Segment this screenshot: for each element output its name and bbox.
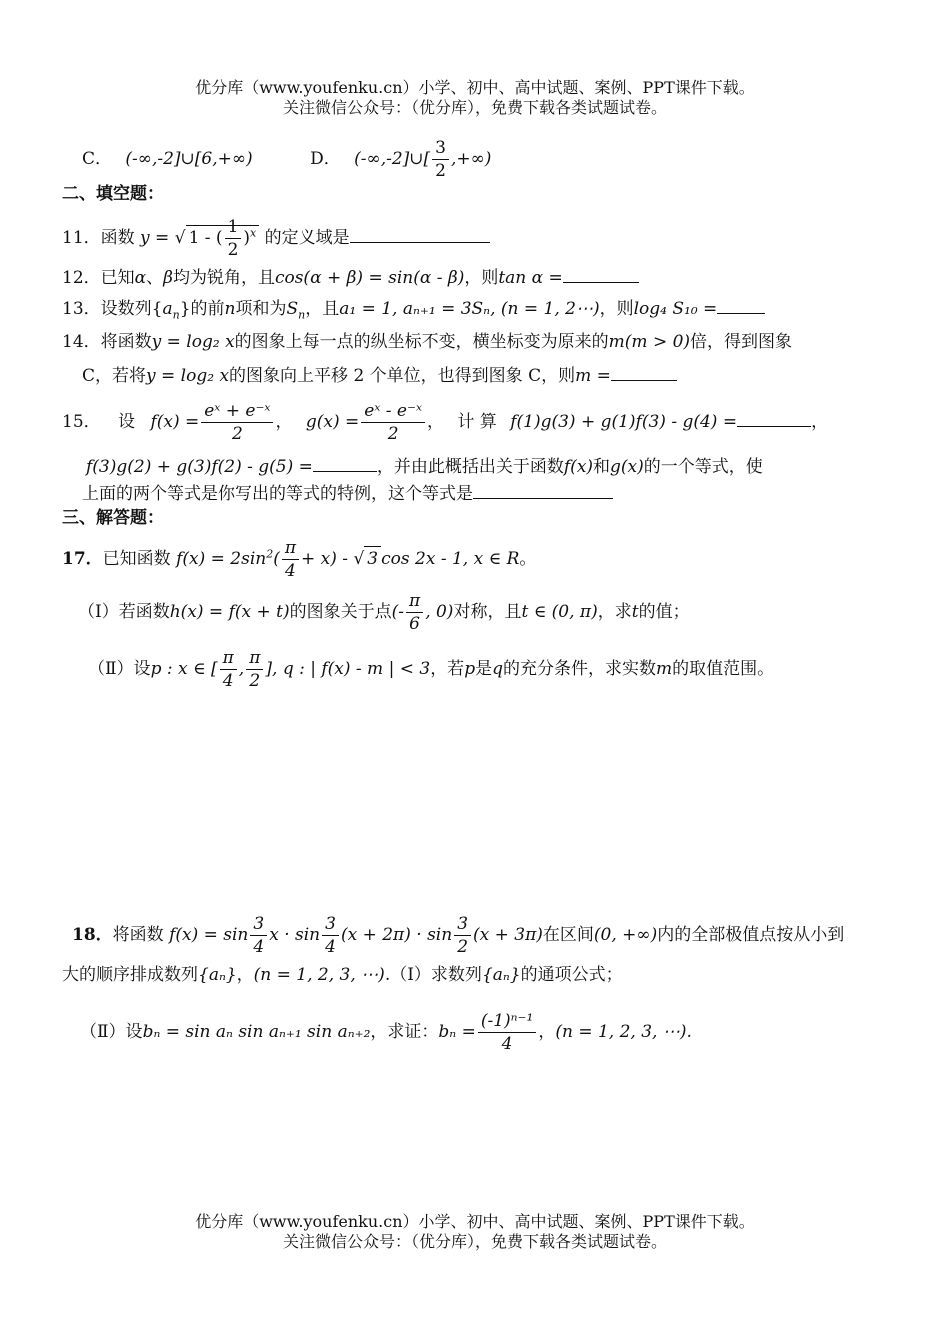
question-18-line-2	[62, 961, 888, 989]
q14-m-expression: m(m > 0)	[608, 332, 691, 352]
header-line-1: 优分库（www.youfenku.cn）小学、初中、高中试题、案例、PPT课件下载。	[195, 78, 755, 97]
question-14-line-2	[82, 362, 888, 390]
q17-part1-mid: 的图象关于点	[289, 602, 392, 622]
q14-text-1: 将函数	[100, 332, 152, 352]
q18-part2-label: （Ⅱ）设	[80, 1022, 143, 1042]
q17-number: 17．	[62, 549, 103, 569]
q13-text-1: 设数列{	[100, 299, 163, 319]
q12-text-1: 已知	[100, 268, 135, 288]
q17-part2-end: 的充分条件，求实数	[502, 659, 656, 679]
q18-part2-mid: ，求证：	[370, 1022, 439, 1042]
q12-target: tan α =	[498, 268, 563, 288]
q13-an: $a_n$	[162, 299, 180, 322]
q17-part2-label: （Ⅱ）设	[88, 659, 151, 679]
q17-part2-q: q	[492, 659, 503, 679]
question-12	[62, 264, 888, 292]
q15-answer-blank-2[interactable]	[313, 453, 377, 472]
q17-pre: 已知函数	[102, 549, 171, 569]
q13-text-2: }的前	[179, 299, 225, 319]
q14-text-2: 的图象上每一点的纵坐标不变，横坐标变为原来的	[234, 332, 609, 352]
q15-gx: g(x) =	[305, 412, 360, 432]
q13-sn: $S_n$	[286, 299, 306, 322]
q11-fx: y =	[140, 228, 170, 248]
q18-part2-end: ，	[538, 1022, 556, 1042]
q11-number: 11．	[62, 228, 101, 248]
q17-part2-end2: 的取值范围。	[672, 659, 775, 679]
q12-text-2: 均为锐角，且	[172, 268, 275, 288]
q18-n-range: (n = 1, 2, 3, ⋯)	[253, 965, 385, 985]
q14-m-eq: m =	[575, 366, 611, 386]
q15-f-fraction: $\frac{\text{eˣ + e⁻ˣ}}{2}$	[201, 400, 273, 445]
q15-text-2: ，并由此概括出关于函数	[376, 457, 564, 477]
q12-alpha: α	[134, 268, 147, 288]
question-17-part-1	[78, 590, 888, 635]
q17-function: $f(x) = 2\sin^2$( $\frac{\pi}{4}$ + x) - √ 3 cos 2x - 1, x ∈ R	[176, 538, 520, 581]
q15-she: 设	[118, 412, 136, 432]
q13-text-3: 项和为	[235, 299, 287, 319]
q17-part1-point: (- $\frac{\pi}{6}$ , 0)	[391, 591, 454, 634]
q15-g-fraction: $\frac{\text{eˣ - e⁻ˣ}}{2}$	[361, 400, 425, 445]
q18-text-5: .（Ⅰ）求数列	[384, 965, 482, 985]
question-15-line-1	[62, 400, 888, 445]
q13-number: 13．	[62, 299, 101, 319]
q17-part1-end2: 的值；	[638, 602, 690, 622]
q17-part2-mid2: 是	[475, 659, 493, 679]
q11-post: 的定义域是	[264, 228, 350, 248]
q17-part2-condition: p : x ∈ [ $\frac{\pi}{4}$ , $\frac{\pi}{2}$ ], q : | f(x) - m | < 3	[150, 648, 431, 691]
q12-text-3: ，则	[464, 268, 499, 288]
option-c-label: C．	[82, 149, 113, 169]
question-17-part-2	[88, 647, 888, 692]
q17-part2-m: m	[655, 659, 673, 679]
q11-root-sign: √	[174, 228, 186, 248]
question-11	[62, 216, 888, 261]
q13-text-4: ，且	[305, 299, 340, 319]
section-answer-title: 三、解答题：	[62, 508, 164, 528]
q15-text-3: 的一个等式，使	[643, 457, 763, 477]
section-fill-in-title: 二、填空题：	[62, 184, 164, 204]
q13-text-5: ，则	[599, 299, 634, 319]
q18-interval: (0, +∞)	[593, 925, 658, 945]
q15-number: 15．	[62, 412, 101, 432]
q12-beta: β	[163, 268, 173, 288]
q17-part1-label: （Ⅰ）若函数	[78, 602, 170, 622]
q18-number: 18．	[72, 925, 113, 945]
q15-gx-2: g(x)	[610, 457, 644, 477]
q15-answer-blank-3[interactable]	[473, 480, 613, 499]
q11-pre: 函数	[100, 228, 135, 248]
q18-text-4: ，	[236, 965, 254, 985]
q18-bn: bₙ = sin aₙ sin aₙ₊₁ sin aₙ₊₂	[142, 1022, 371, 1042]
q15-expression-1: f(1)g(3) + g(1)f(3) - g(4) =	[510, 412, 738, 432]
q17-part1-end: ，求	[597, 602, 632, 622]
q14-number: 14．	[62, 332, 101, 352]
q12-sep: 、	[146, 268, 164, 288]
footer-line-2: 关注微信公众号：（优分库），免费下载各类试题试卷。	[282, 1232, 667, 1251]
q11-answer-blank[interactable]	[350, 224, 490, 243]
option-c-text: (-∞,-2]∪[6,+∞)	[125, 149, 253, 169]
q15-comma-2: ，	[426, 412, 444, 432]
footer-line-1: 优分库（www.youfenku.cn）小学、初中、高中试题、案例、PPT课件下载。	[195, 1212, 755, 1231]
q18-function: f(x) = sin $\frac{3}{4}$ x · sin $\frac{3}{4}$ (x + 2π) · sin $\frac{3}{2}$ (x + 3π)	[169, 914, 543, 957]
question-18-line-1	[72, 913, 888, 958]
q17-part1-mid2: 对称，且	[453, 602, 522, 622]
option-d-fraction: $\frac{3}{2}$	[432, 137, 449, 182]
option-d-text-1: (-∞,-2]∪[	[354, 149, 431, 169]
q12-equation: cos(α + β) = sin(α - β)	[274, 268, 465, 288]
q17-part2-p: p	[464, 659, 476, 679]
q14-function-1: y = log₂ x	[151, 332, 235, 352]
q18-sequence-2: {aₙ}	[481, 965, 521, 985]
q17-part1-h: h(x) = f(x + t)	[169, 602, 290, 622]
q15-fx: f(x) =	[150, 412, 200, 432]
q18-pre: 将函数	[112, 925, 164, 945]
option-d-text-2: ,+∞)	[451, 149, 492, 169]
q13-answer-blank[interactable]	[717, 295, 765, 314]
q18-bn-2: bₙ =	[438, 1022, 476, 1042]
q12-answer-blank[interactable]	[563, 264, 639, 283]
question-18-part-2	[80, 1010, 888, 1055]
q17-part1-t2: t	[631, 602, 639, 622]
q15-answer-blank-1[interactable]	[737, 408, 811, 427]
q17-part2-mid: ，若	[430, 659, 465, 679]
q14-answer-blank[interactable]	[611, 362, 677, 381]
q17-end: 。	[519, 549, 537, 569]
q12-number: 12．	[62, 268, 101, 288]
question-17	[62, 537, 888, 582]
q10-options	[82, 137, 888, 182]
option-d-label: D．	[310, 149, 341, 169]
q14-text-3: 倍，得到图象	[690, 332, 793, 352]
q18-text-1: 在区间	[542, 925, 594, 945]
q18-text-2: 内的全部极值点按从小到	[657, 925, 845, 945]
question-15-line-2	[86, 453, 888, 481]
q15-and: 和	[593, 457, 611, 477]
q14-function-2: y = log₂ x	[146, 366, 230, 386]
q14-text-4: C，若将	[82, 366, 147, 386]
q15-fx-2: f(x)	[563, 457, 594, 477]
header-line-2: 关注微信公众号：（优分库），免费下载各类试题试卷。	[282, 98, 667, 117]
q13-condition: a₁ = 1, aₙ₊₁ = 3Sₙ, (n = 1, 2⋯)	[339, 299, 600, 319]
q18-n-range-2: (n = 1, 2, 3, ⋯).	[555, 1022, 692, 1042]
question-13	[62, 295, 888, 329]
q15-text-4: 上面的两个等式是你写出的等式的特例，这个等式是	[82, 484, 473, 504]
q18-sequence: {aₙ}	[198, 965, 237, 985]
q15-expression-2: f(3)g(2) + g(3)f(2) - g(5) =	[86, 457, 313, 477]
q14-text-5: 的图象向上平移 2 个单位，也得到图象 C，则	[229, 366, 576, 386]
q11-root-body: 1 - ( $\frac{1}{2}$ )$^x$	[186, 225, 260, 248]
q18-fraction: $\frac{\text{(-1)ⁿ⁻¹}}{4}$	[478, 1010, 537, 1055]
q13-target: log₄ S₁₀ =	[633, 299, 718, 319]
q18-text-3: 大的顺序排成数列	[62, 965, 198, 985]
question-14-line-1	[62, 328, 888, 356]
q18-text-6: 的通项公式；	[520, 965, 623, 985]
q15-comma-3: ，	[811, 412, 829, 432]
q15-comma-1: ，	[275, 412, 293, 432]
q13-n: n	[224, 299, 236, 319]
q17-part1-t: t ∈ (0, π)	[521, 602, 598, 622]
q15-calc: 计 算	[457, 412, 497, 432]
